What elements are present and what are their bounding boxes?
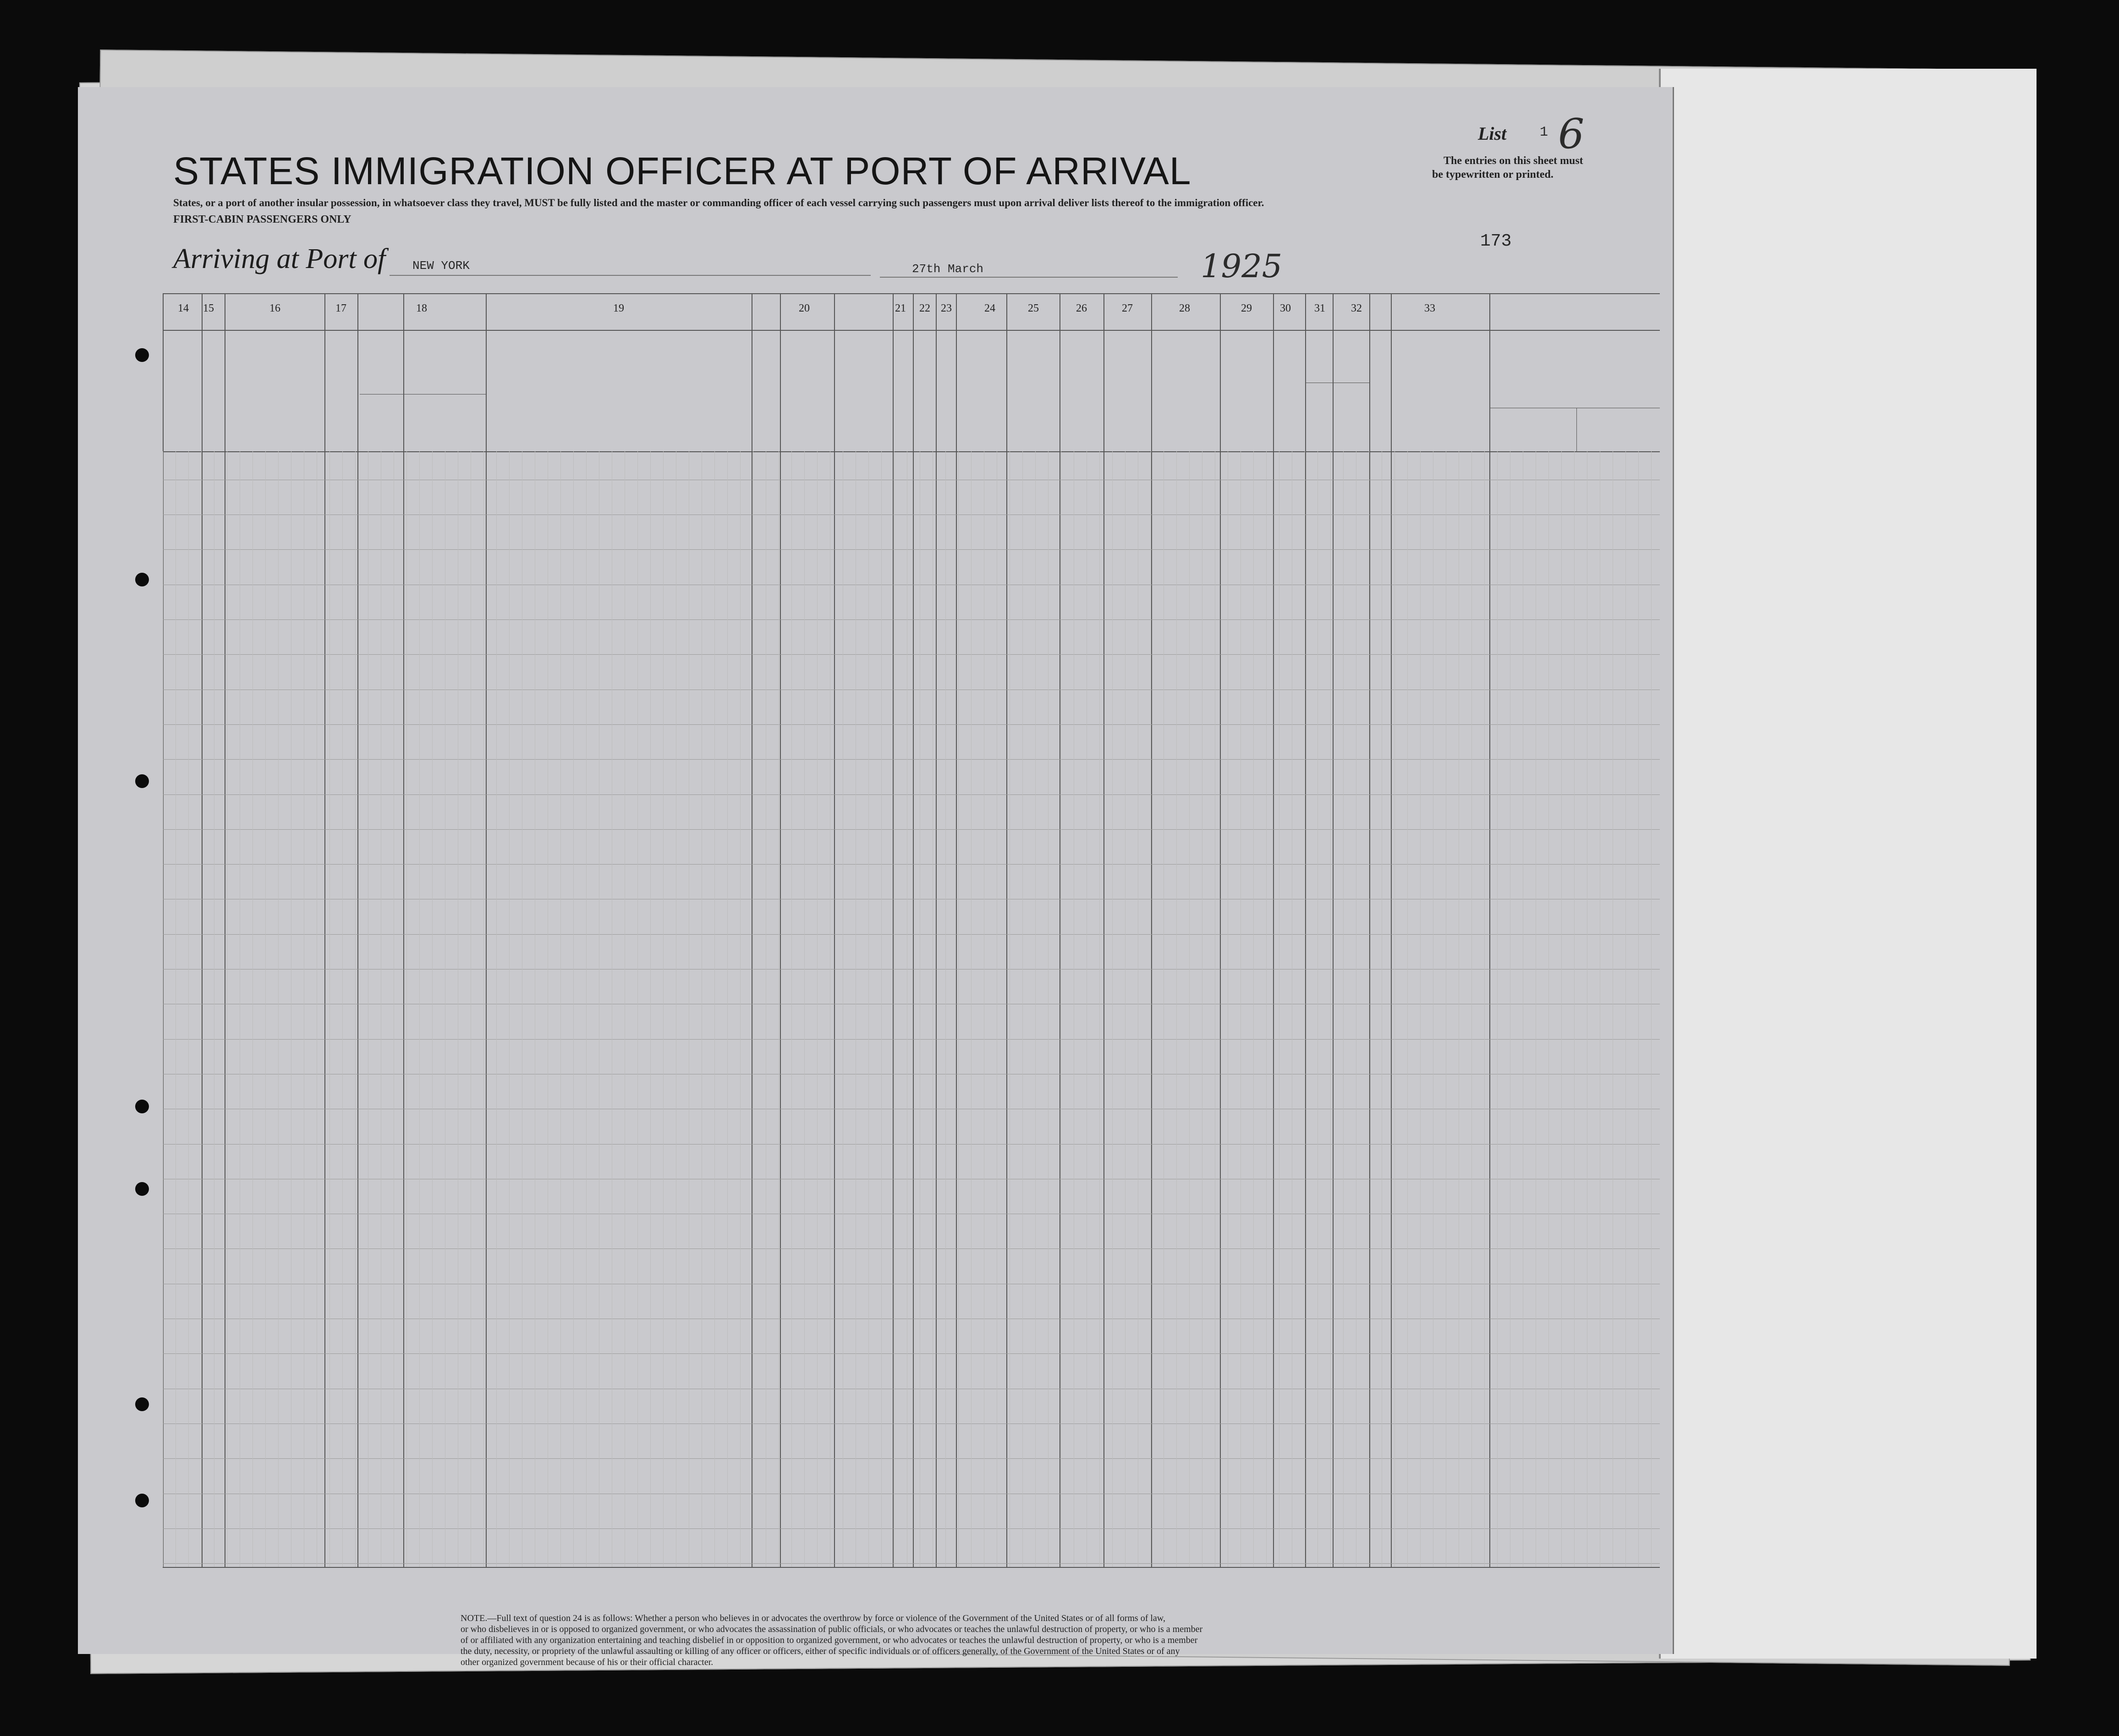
grid-line <box>1420 451 1421 1567</box>
grid-line <box>201 451 202 1567</box>
grid-line <box>1625 451 1626 1567</box>
footer-note-line: NOTE.—Full text of question 24 is as follows: Whether a person who believes in or advocates the overthrow by force or violence of the Government of the United States or of all forms of law, <box>461 1613 1165 1623</box>
grid-line <box>1561 451 1562 1567</box>
grid-line <box>1266 451 1267 1567</box>
grid-line <box>1022 451 1023 1567</box>
row-line <box>163 724 1660 725</box>
sheet-number: 173 <box>1480 231 1512 251</box>
column-number: 23 <box>941 302 952 314</box>
column-line <box>1151 293 1152 1567</box>
header-purpose-c <box>811 348 829 447</box>
footer-note-line: the duty, necessity, or propriety of the unlawful assaulting or killing of any officer or officers, either of specific individuals or of officers generally, of the Government of the United States or of any <box>461 1646 1180 1656</box>
column-line <box>780 293 781 1567</box>
header-bottom-line <box>163 451 1660 452</box>
binder-hole <box>135 774 149 788</box>
column-number: 19 <box>613 302 624 314</box>
header-purpose-b <box>784 348 802 447</box>
column-number: 17 <box>335 302 346 314</box>
header-deported <box>1063 334 1095 447</box>
grid-line <box>1343 451 1344 1567</box>
column-number: 20 <box>799 302 810 314</box>
grid-line <box>971 451 972 1567</box>
footer-note-line: other organized government because of his or their official character. <box>461 1657 714 1667</box>
column-line <box>403 293 404 1567</box>
grid-line <box>1189 451 1190 1567</box>
grid-line <box>881 451 882 1567</box>
row-line <box>163 1563 1660 1564</box>
grid-line <box>740 451 741 1567</box>
row-line <box>163 934 1660 935</box>
grid-line <box>329 451 330 1567</box>
header-prison <box>871 334 889 447</box>
grid-line <box>1407 451 1408 1567</box>
grid-line <box>560 451 561 1567</box>
grid-line <box>1394 451 1395 1567</box>
header-overthrow <box>962 334 999 447</box>
row-line <box>163 619 1660 620</box>
binder-hole <box>135 1397 149 1411</box>
column-number: 16 <box>269 302 280 314</box>
binder-hole <box>135 1100 149 1113</box>
grid-line <box>1651 451 1652 1567</box>
row-line <box>163 654 1660 655</box>
grid-line <box>868 451 869 1567</box>
grid-line <box>958 451 959 1567</box>
grid-line <box>1471 451 1472 1567</box>
column-number: 15 <box>203 302 214 314</box>
manifest-sheet <box>78 87 1674 1654</box>
column-number: 28 <box>1179 302 1190 314</box>
column-number: 24 <box>984 302 995 314</box>
column-line <box>913 293 914 1567</box>
grid-line <box>573 451 574 1567</box>
column-line <box>936 293 937 1567</box>
row-line <box>163 1039 1660 1040</box>
header-divider <box>163 330 1660 331</box>
column-line <box>893 293 894 1567</box>
grid-line <box>188 451 189 1567</box>
row-line <box>163 829 1660 830</box>
grid-line <box>791 451 792 1567</box>
grid-line <box>1330 451 1331 1567</box>
footer-note-line: of or affiliated with any organization entertaining and teaching disbelief in or opposition to organized government, or who advocates or teaches the unlawful destruction of property, or who is a member <box>461 1635 1198 1645</box>
grid-line <box>278 451 279 1567</box>
table-top-line <box>163 293 1660 294</box>
binder-hole <box>135 573 149 586</box>
column-line <box>1273 293 1274 1567</box>
grid-line <box>1497 451 1498 1567</box>
grid-line <box>1574 451 1575 1567</box>
column-line <box>357 293 358 1567</box>
grid-line <box>419 451 420 1567</box>
grid-line <box>663 451 664 1567</box>
column-number: 31 <box>1314 302 1325 314</box>
row-line <box>163 1528 1660 1529</box>
column-line <box>956 293 957 1567</box>
header-offer <box>1013 334 1049 447</box>
column-line <box>1333 293 1334 1567</box>
grid-line <box>509 451 510 1567</box>
column-line <box>324 293 325 1567</box>
binder-hole <box>135 348 149 362</box>
entries-note-2: be typewritten or printed. <box>1432 169 1554 181</box>
grid-line <box>945 451 946 1567</box>
row-line <box>163 864 1660 865</box>
binder-hole <box>135 1494 149 1507</box>
column-number: 27 <box>1122 302 1133 314</box>
grid-line <box>817 451 818 1567</box>
row-line <box>163 1144 1660 1145</box>
row-line <box>163 794 1660 795</box>
grid-line <box>1048 451 1049 1567</box>
table-bottom-line <box>163 1567 1660 1568</box>
column-number: 26 <box>1076 302 1087 314</box>
list-number: 1 <box>1540 125 1548 140</box>
column-line <box>486 293 487 1567</box>
row-line <box>163 1458 1660 1459</box>
column-number: 25 <box>1028 302 1039 314</box>
column-number: 22 <box>919 302 930 314</box>
date-underline <box>880 277 1178 278</box>
header-purpose-a <box>756 348 774 447</box>
page-title: STATES IMMIGRATION OFFICER AT PORT OF ARRIVAL <box>173 149 1191 192</box>
class-line: FIRST-CABIN PASSENGERS ONLY <box>173 214 351 225</box>
visa-sheet <box>1659 69 2037 1659</box>
grid-line <box>714 451 715 1567</box>
port-underline <box>390 275 871 276</box>
column-line <box>1305 293 1306 1567</box>
column-number: 33 <box>1424 302 1435 314</box>
grid-line <box>1035 451 1036 1567</box>
grid-line <box>355 451 356 1567</box>
column-number: 18 <box>416 302 427 314</box>
column-line <box>1006 293 1007 1567</box>
column-line <box>834 293 835 1567</box>
grid-line <box>1253 451 1254 1567</box>
grid-line <box>1638 451 1639 1567</box>
grid-line <box>1548 451 1549 1567</box>
column-line <box>1220 293 1221 1567</box>
footer-note-line: or who disbelieves in or is opposed to organized government, or who advocates the assassination of public officials, or who advocates or teaches the unlawful destruction of property, or who is a member <box>461 1624 1203 1634</box>
column-number: 30 <box>1280 302 1291 314</box>
grid-line <box>483 451 484 1567</box>
row-line <box>163 1353 1660 1354</box>
grid-line <box>1112 451 1113 1567</box>
grid-line <box>727 451 728 1567</box>
column-number: 21 <box>895 302 906 314</box>
column-number: 29 <box>1241 302 1252 314</box>
grid-line <box>406 451 407 1567</box>
column-number: 32 <box>1351 302 1362 314</box>
list-label: List <box>1478 123 1507 144</box>
grid-line <box>637 451 638 1567</box>
row-line <box>163 759 1660 760</box>
grid-line <box>432 451 433 1567</box>
column-number: 14 <box>178 302 189 314</box>
grid-line <box>1099 451 1100 1567</box>
grid-line <box>265 451 266 1567</box>
grid-line <box>496 451 497 1567</box>
column-line <box>1369 293 1370 1567</box>
grid-line <box>1484 451 1485 1567</box>
port-value: NEW YORK <box>412 259 470 273</box>
column-line <box>1489 293 1490 1567</box>
column-line <box>1391 293 1392 1567</box>
arrival-year: 1925 <box>1201 247 1283 285</box>
footer-note <box>461 1613 1202 1668</box>
arrival-date: 27th March <box>912 262 984 276</box>
grid-line <box>586 451 587 1567</box>
binder-hole <box>135 1182 149 1196</box>
grid-line <box>342 451 343 1567</box>
birth-subdivider <box>1576 408 1577 451</box>
list-handwritten: 6 <box>1558 110 1585 158</box>
entries-note-1: The entries on this sheet must <box>1444 155 1583 167</box>
column-line <box>1103 293 1104 1567</box>
grid-line <box>1176 451 1177 1567</box>
grid-line <box>804 451 805 1567</box>
page-subtitle: States, or a port of another insular possession, in whatsoever class they travel, MUST be fully listed and the master or commanding officer of each vessel carrying such passengers must upon arrival deliver lists thereof to the immigration officer. <box>173 197 1264 208</box>
row-line <box>163 549 1660 550</box>
arriving-label: Arriving at Port of <box>173 243 386 274</box>
column-line <box>202 293 203 1567</box>
grid-line <box>650 451 651 1567</box>
grid-line <box>894 451 895 1567</box>
